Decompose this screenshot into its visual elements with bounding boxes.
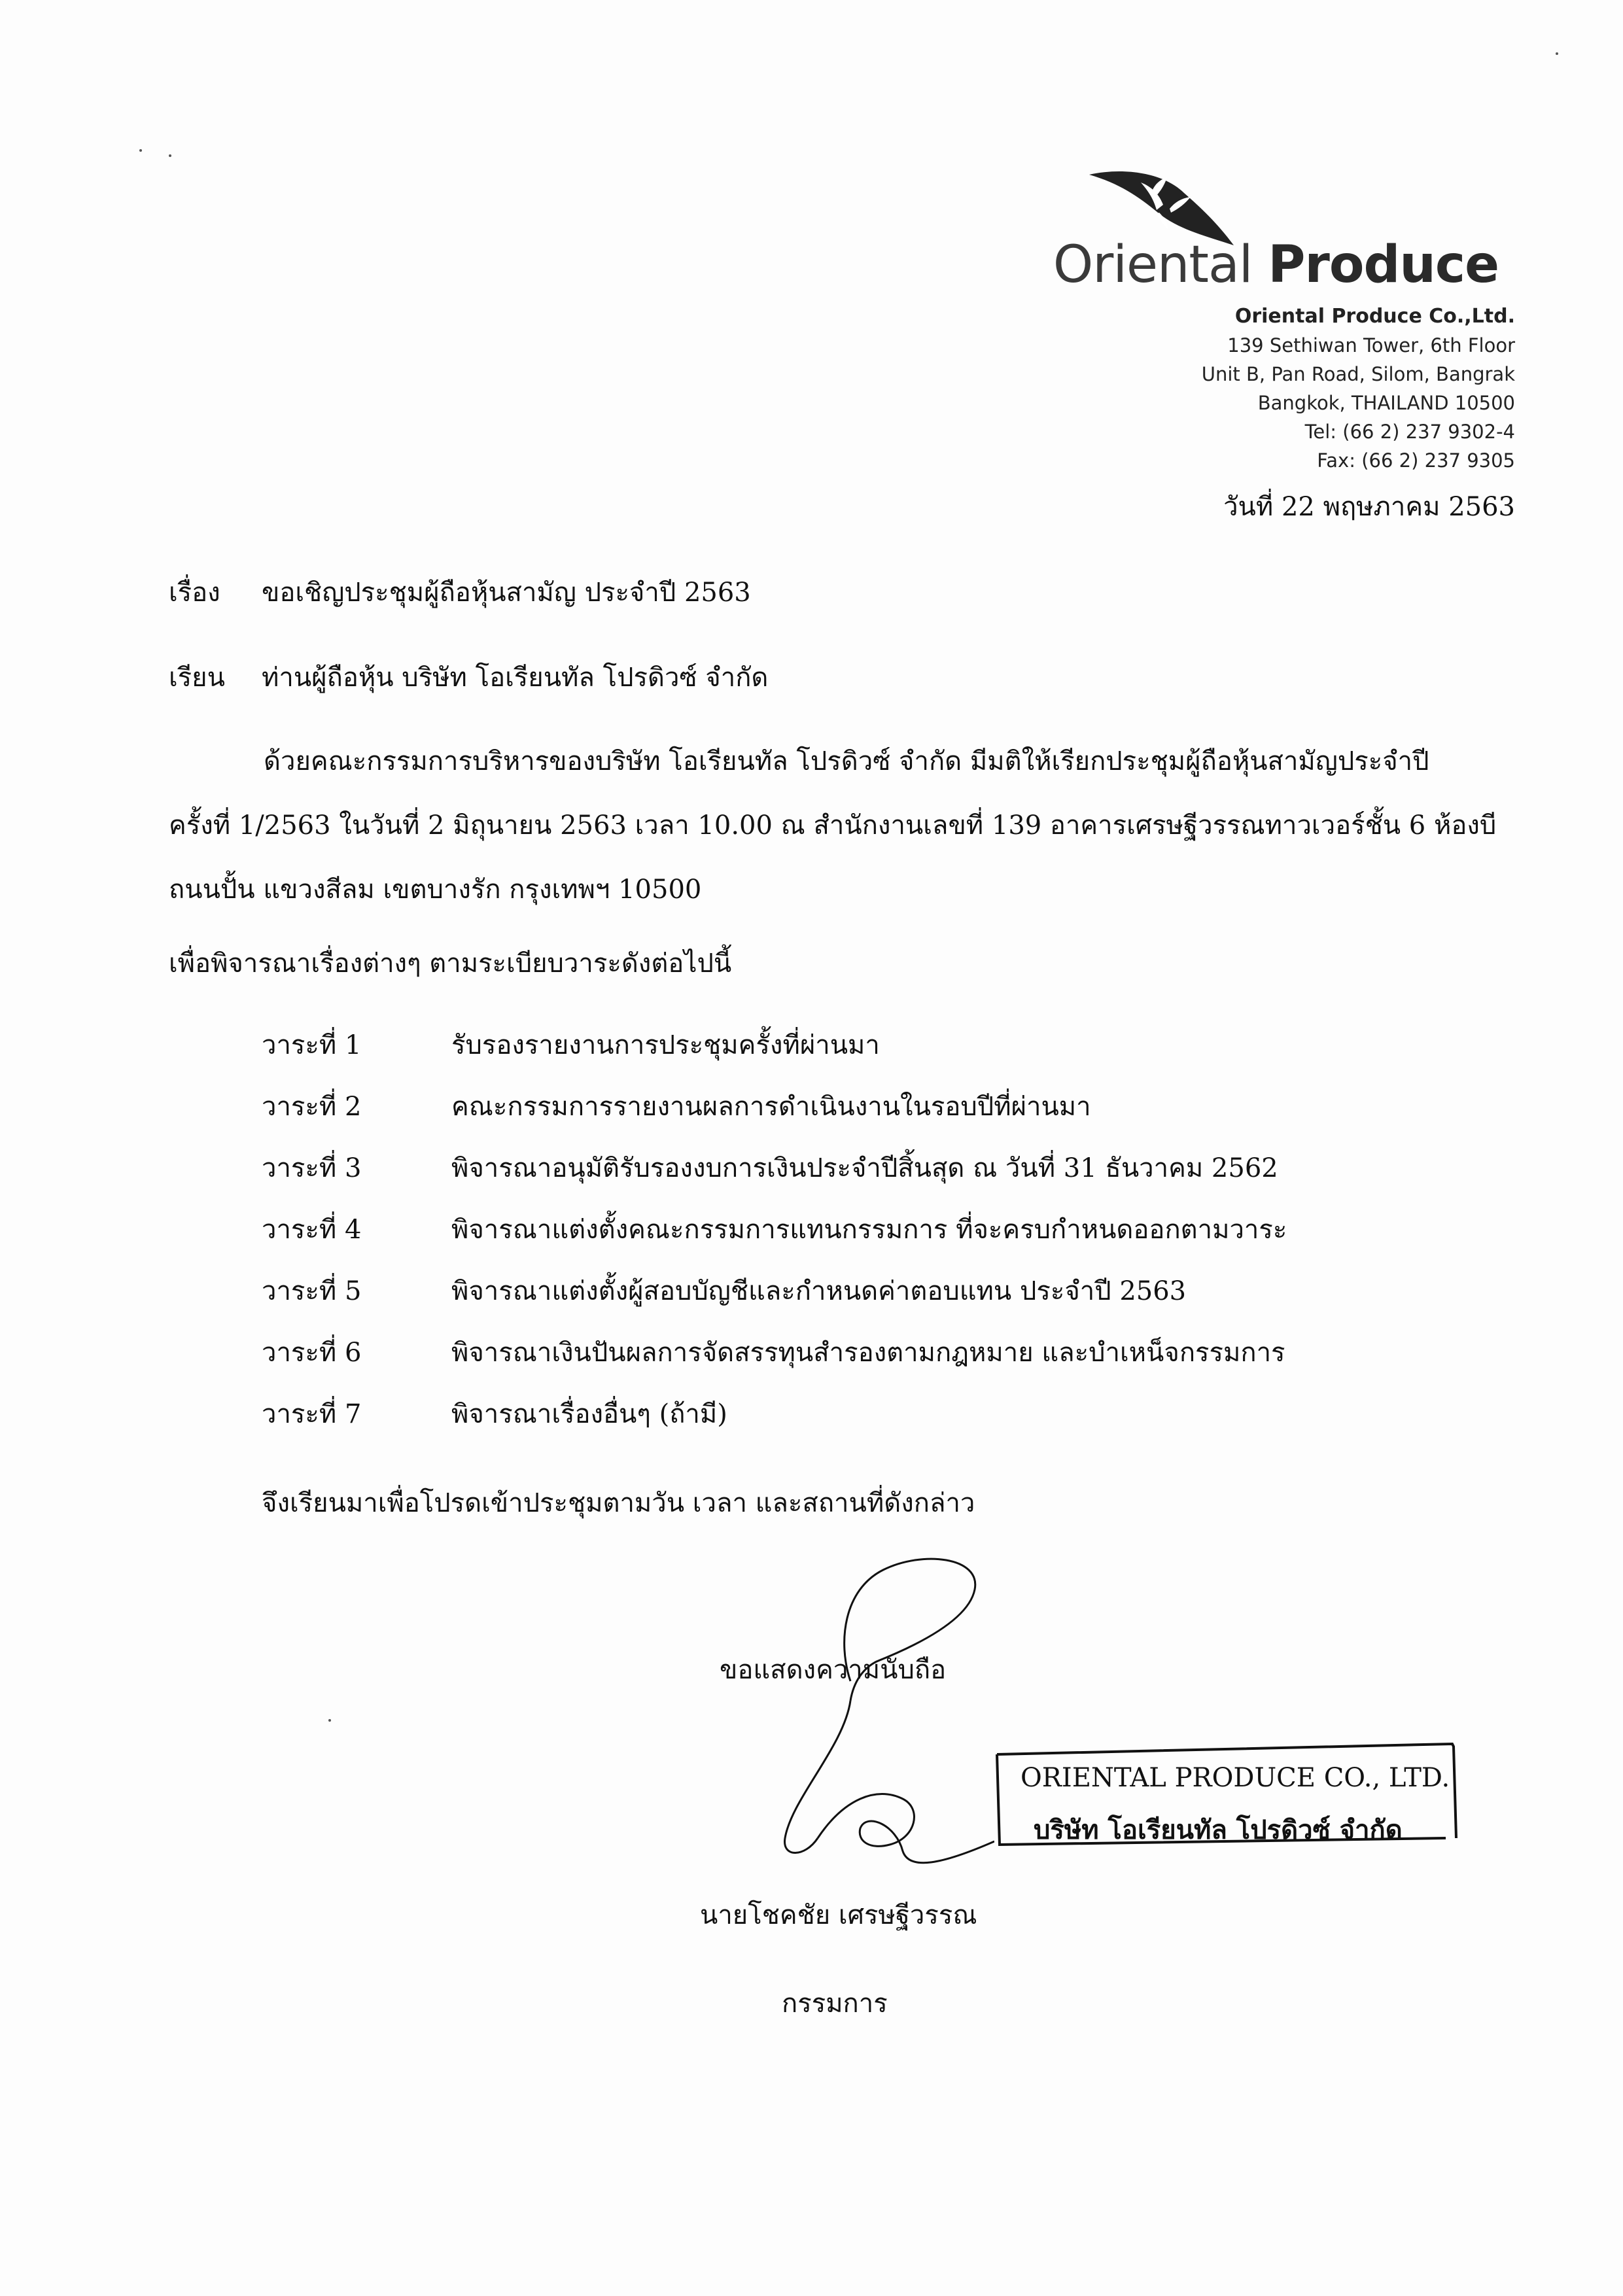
recipient-line bbox=[169, 656, 768, 698]
agenda-item bbox=[262, 1393, 1287, 1454]
agenda-text: พิจารณาเงินปันผลการจัดสรรทุนสำรองตามกฎหมาย และบำเหน็จกรรมการ bbox=[451, 1338, 1285, 1368]
agenda-item bbox=[262, 1147, 1287, 1208]
subject-label: เรื่อง bbox=[169, 578, 220, 608]
address-line: 139 Sethiwan Tower, 6th Floor bbox=[1227, 334, 1515, 357]
body-line: ด้วยคณะกรรมการบริหารของบริษัท โอเรียนทัล โปรดิวซ์ จำกัด มีมติให้เรียกประชุมผู้ถือหุ้นสามัญประจำปี bbox=[264, 746, 1429, 776]
signer-position: กรรมการ bbox=[782, 1989, 888, 2019]
agenda-number: วาระที่ 2 bbox=[262, 1092, 362, 1122]
fax-number: Fax: (66 2) 237 9305 bbox=[1317, 449, 1515, 472]
agenda-item bbox=[262, 1024, 1287, 1085]
scan-speck bbox=[328, 1719, 331, 1722]
signer-name: นายโชคชัย เศรษฐีวรรณ bbox=[700, 1900, 977, 1930]
address-line: Unit B, Pan Road, Silom, Bangrak bbox=[1201, 363, 1515, 385]
agenda-text: พิจารณาแต่งตั้งคณะกรรมการแทนกรรมการ ที่จะครบกำหนดออกตามวาระ bbox=[451, 1215, 1287, 1245]
agenda-number: วาระที่ 7 bbox=[262, 1399, 362, 1429]
stamp-english-name: ORIENTAL PRODUCE CO., LTD. bbox=[1021, 1763, 1450, 1793]
agenda-text: รับรองรายงานการประชุมครั้งที่ผ่านมา bbox=[451, 1030, 880, 1060]
agenda-intro: เพื่อพิจารณาเรื่องต่างๆ ตามระเบียบวาระดังต่อไปนี้ bbox=[169, 948, 732, 979]
brand-bold: Produce bbox=[1268, 235, 1499, 294]
agenda-number: วาระที่ 6 bbox=[262, 1338, 362, 1368]
agenda-number: วาระที่ 5 bbox=[262, 1276, 362, 1306]
agenda-text: พิจารณาแต่งตั้งผู้สอบบัญชีและกำหนดค่าตอบแทน ประจำปี 2563 bbox=[451, 1276, 1187, 1306]
agenda-number: วาระที่ 1 bbox=[262, 1030, 362, 1060]
agenda-list bbox=[262, 1024, 1287, 1454]
recipient-label: เรียน bbox=[169, 663, 225, 693]
letter-date: วันที่ 22 พฤษภาคม 2563 bbox=[1223, 492, 1515, 522]
scan-speck bbox=[169, 154, 171, 157]
address-line: Bangkok, THAILAND 10500 bbox=[1257, 392, 1515, 414]
recipient-text: ท่านผู้ถือหุ้น บริษัท โอเรียนทัล โปรดิวซ์ จำกัด bbox=[262, 663, 769, 693]
handwritten-signature bbox=[746, 1550, 994, 1890]
regards-text: ขอแสดงความนับถือ bbox=[720, 1655, 947, 1685]
body-paragraph bbox=[169, 729, 1497, 922]
company-name: Oriental Produce Co.,Ltd. bbox=[1234, 305, 1515, 328]
agenda-text: พิจารณาอนุมัติรับรองงบการเงินประจำปีสิ้นสุด ณ วันที่ 31 ธันวาคม 2562 bbox=[451, 1153, 1278, 1183]
stamp-thai-name: บริษัท โอเรียนทัล โปรดิวซ์ จำกัด bbox=[1034, 1815, 1403, 1845]
agenda-text: คณะกรรมการรายงานผลการดำเนินงานในรอบปีที่ผ่านมา bbox=[451, 1092, 1091, 1122]
agenda-number: วาระที่ 4 bbox=[262, 1215, 362, 1245]
scan-speck bbox=[1556, 52, 1558, 55]
agenda-item bbox=[262, 1085, 1287, 1147]
brand-light: Oriental bbox=[1053, 235, 1253, 294]
agenda-item bbox=[262, 1331, 1287, 1393]
phone-number: Tel: (66 2) 237 9302-4 bbox=[1304, 421, 1515, 443]
agenda-item bbox=[262, 1208, 1287, 1270]
agenda-text: พิจารณาเรื่องอื่นๆ (ถ้ามี) bbox=[451, 1399, 727, 1429]
agenda-number: วาระที่ 3 bbox=[262, 1153, 362, 1183]
subject-line bbox=[169, 571, 751, 613]
subject-text: ขอเชิญประชุมผู้ถือหุ้นสามัญ ประจำปี 2563 bbox=[262, 578, 751, 608]
closing-sentence: จึงเรียนมาเพื่อโปรดเข้าประชุมตามวัน เวลา และสถานที่ดังกล่าว bbox=[262, 1488, 975, 1518]
body-line: ถนนปั้น แขวงสีลม เขตบางรัก กรุงเทพฯ 10500 bbox=[169, 875, 702, 905]
brand-wordmark bbox=[1053, 235, 1499, 294]
agenda-item bbox=[262, 1270, 1287, 1331]
scan-speck bbox=[139, 149, 142, 152]
company-address-block bbox=[1202, 302, 1515, 475]
body-line: ครั้งที่ 1/2563 ในวันที่ 2 มิถุนายน 2563 เวลา 10.00 ณ สำนักงานเลขที่ 139 อาคารเศรษฐีวรรณทาวเวอร์ชั้น 6 ห้องบี bbox=[169, 810, 1497, 841]
